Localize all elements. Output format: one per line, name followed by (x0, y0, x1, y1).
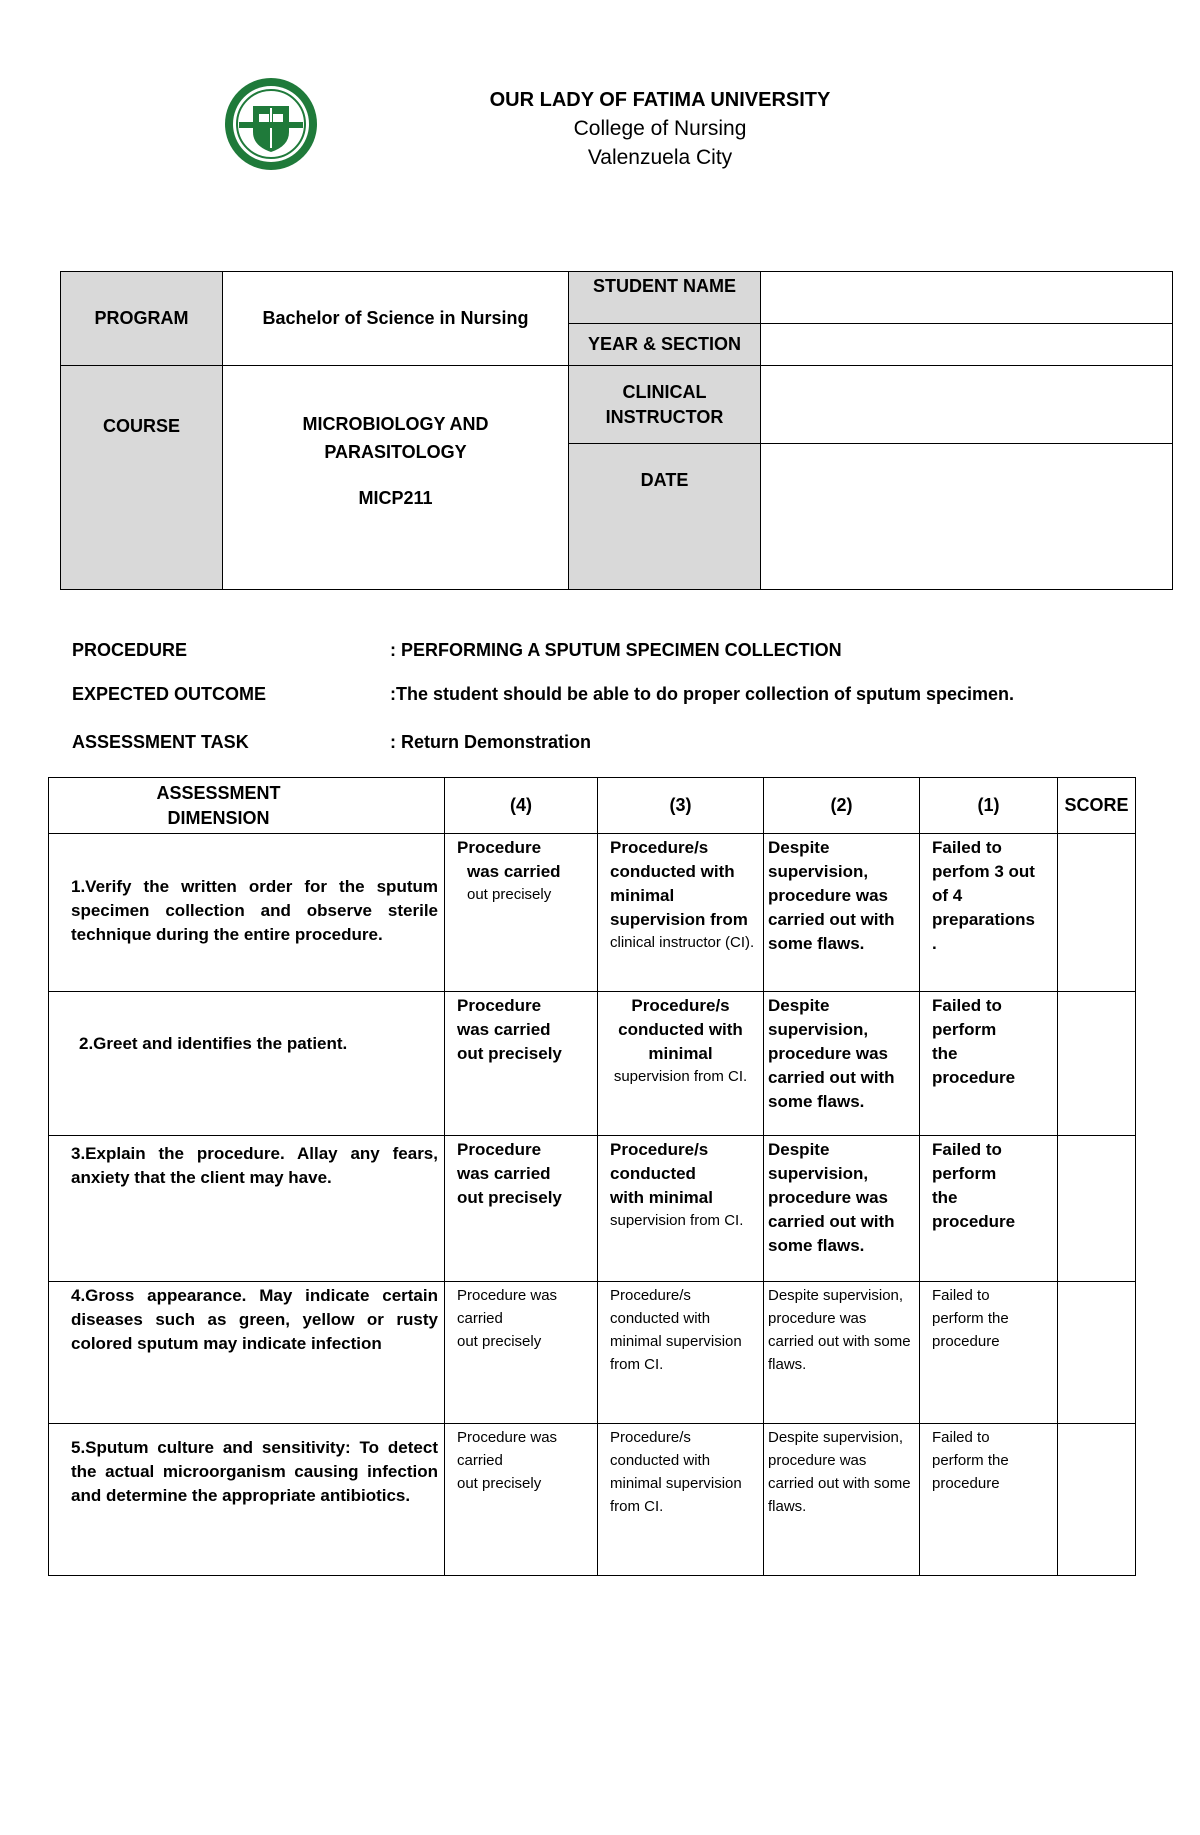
row1-score1-dot: . (932, 934, 937, 953)
row1-score4-line1: Procedure (457, 838, 542, 857)
date-field[interactable] (761, 444, 1173, 590)
row1-score2: Despite supervision, procedure was carried out with some flaws. (764, 834, 920, 992)
row5-score2: Despite supervision, procedure was carried out with some flaws. (764, 1424, 920, 1576)
table-row (49, 834, 1136, 992)
dimension-4: 4.Gross appearance. May indicate certain diseases such as green, yellow or rusty colored sputum may indicate infection (49, 1282, 445, 1424)
row4-score4 (445, 1282, 598, 1424)
city-name: Valenzuela City (587, 146, 733, 169)
dimension-2: 2.Greet and identifies the patient. (49, 992, 445, 1136)
row3-score4: Procedure was carried out precisely (445, 1136, 598, 1282)
header-score-4: (4) (445, 778, 598, 834)
student-info-table (60, 271, 1173, 590)
row3-score-field[interactable] (1058, 1136, 1136, 1282)
row1-score-field[interactable] (1058, 834, 1136, 992)
document-header (380, 86, 940, 172)
course-value (223, 366, 569, 590)
row2-score4: Procedure was carried out precisely (445, 992, 598, 1136)
student-name-label: STUDENT NAME (569, 272, 761, 324)
row1-score4-line3: out precisely (467, 886, 552, 903)
date-label: DATE (569, 444, 761, 590)
row2-score-field[interactable] (1058, 992, 1136, 1136)
table-row (49, 1424, 1136, 1576)
row3-score1: Failed to perform the procedure (920, 1136, 1058, 1282)
clinical-instructor-label (569, 366, 761, 444)
year-section-label: YEAR & SECTION (569, 324, 761, 366)
row4-score4-line1: Procedure was carried (457, 1287, 558, 1327)
clinical-instructor-field[interactable] (761, 366, 1173, 444)
row2-score3-main: Procedure/s conducted with minimal (618, 996, 743, 1063)
header-dimension-line1: ASSESSMENT (156, 782, 281, 803)
header-score-3: (3) (598, 778, 764, 834)
header-score-1: (1) (920, 778, 1058, 834)
row4-score-field[interactable] (1058, 1282, 1136, 1424)
row1-score1 (920, 834, 1058, 992)
row3-score3-sub: supervision from CI. (610, 1212, 744, 1229)
dimension-3: 3.Explain the procedure. Allay any fears, anxiety that the client may have. (49, 1136, 445, 1282)
row4-score1: Failed to perform the procedure (920, 1282, 1058, 1424)
college-name: College of Nursing (573, 117, 747, 140)
course-label: COURSE (61, 366, 223, 590)
table-row (49, 1282, 1136, 1424)
expected-outcome-value: :The student should be able to do proper collection of sputum specimen. (390, 684, 1015, 704)
course-title-line1: MICROBIOLOGY AND (302, 414, 489, 434)
expected-outcome-label: EXPECTED OUTCOME (72, 684, 267, 704)
row4-score2: Despite supervision, procedure was carried out with some flaws. (764, 1282, 920, 1424)
row5-score3: Procedure/s conducted with minimal supervision from CI. (598, 1424, 764, 1576)
row5-score4 (445, 1424, 598, 1576)
dimension-1: 1.Verify the written order for the sputum specimen collection and observe sterile technique during the entire procedure. (49, 834, 445, 992)
row1-score1-main: Failed to perfom 3 out of 4 preparations (932, 838, 1035, 929)
row1-score3 (598, 834, 764, 992)
row5-score-field[interactable] (1058, 1424, 1136, 1576)
row5-score4-line2: out precisely (457, 1475, 542, 1492)
row5-score1: Failed to perform the procedure (920, 1424, 1058, 1576)
row2-score2: Despite supervision, procedure was carried out with some flaws. (764, 992, 920, 1136)
header-dimension-line2: DIMENSION (167, 807, 270, 828)
header-score: SCORE (1058, 778, 1136, 834)
header-score-2: (2) (764, 778, 920, 834)
row5-score4-line1: Procedure was carried (457, 1429, 558, 1469)
procedure-label: PROCEDURE (72, 640, 188, 660)
row2-score1: Failed to perform the procedure (920, 992, 1058, 1136)
header-assessment-dimension (49, 778, 445, 834)
assessment-task-label: ASSESSMENT TASK (72, 732, 249, 752)
clinical-instructor-line2: INSTRUCTOR (605, 406, 724, 427)
row4-score4-line2: out precisely (457, 1333, 542, 1350)
course-code: MICP211 (358, 488, 433, 508)
clinical-instructor-line1: CLINICAL (622, 381, 707, 402)
assessment-task-value: : Return Demonstration (390, 732, 592, 752)
procedure-value: : PERFORMING A SPUTUM SPECIMEN COLLECTION (390, 640, 842, 660)
year-section-field[interactable] (761, 324, 1173, 366)
row1-score4 (445, 834, 598, 992)
row4-score3: Procedure/s conducted with minimal supervision from CI. (598, 1282, 764, 1424)
university-seal-logo (223, 76, 319, 172)
table-row (49, 992, 1136, 1136)
table-row (49, 1136, 1136, 1282)
dimension-5: 5.Sputum culture and sensitivity: To detect the actual microorganism causing infection and determine the appropriate antibiotics. (49, 1424, 445, 1576)
row1-score3-sub: clinical instructor (CI). (610, 934, 755, 951)
student-name-field[interactable] (761, 272, 1173, 324)
university-name: OUR LADY OF FATIMA UNIVERSITY (489, 89, 831, 111)
row3-score2: Despite supervision, procedure was carried out with some flaws. (764, 1136, 920, 1282)
row1-score3-main: Procedure/s conducted with minimal supervision from (610, 838, 748, 929)
row3-score3-main: Procedure/s conducted with minimal (610, 1140, 713, 1207)
row3-score3 (598, 1136, 764, 1282)
row2-score3 (598, 992, 764, 1136)
program-value: Bachelor of Science in Nursing (223, 272, 569, 366)
course-title-line2: PARASITOLOGY (324, 442, 467, 462)
program-label: PROGRAM (61, 272, 223, 366)
row2-score3-sub: supervision from CI. (613, 1068, 748, 1085)
row1-score4-line2: was carried (467, 862, 561, 881)
assessment-rubric-table (48, 777, 1136, 1576)
